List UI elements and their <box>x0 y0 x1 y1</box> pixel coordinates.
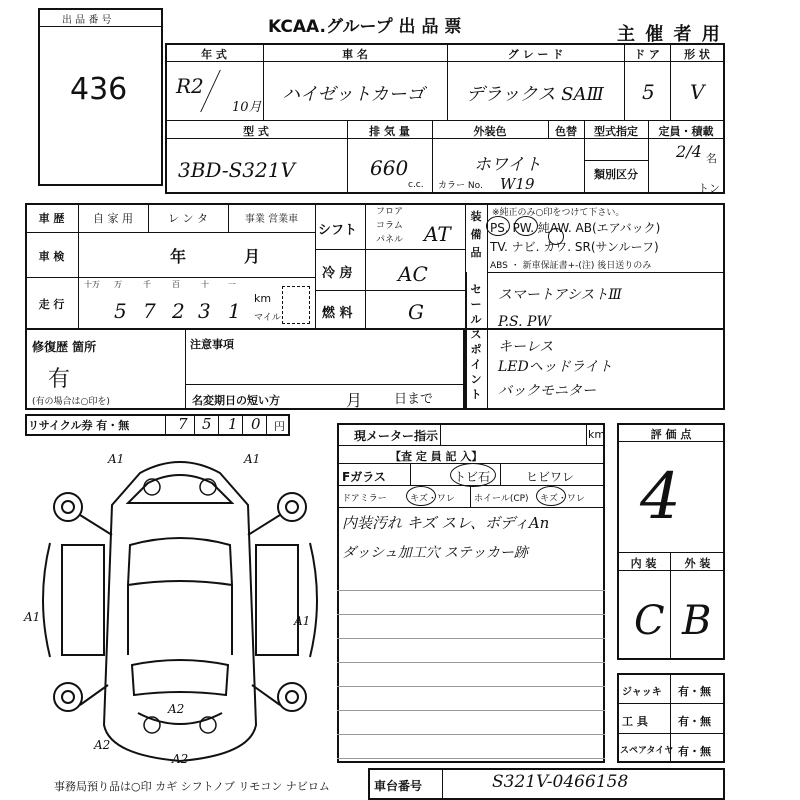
score-value: 4 <box>640 460 681 534</box>
history-opt-business: 事業 営業車 <box>244 214 299 225</box>
tool-option: 有・無 <box>678 715 711 728</box>
shape-value: V <box>690 80 705 104</box>
history-opt-rental: レ ン タ <box>168 212 208 225</box>
inspector-comment: 内装汚れ キズ スレ、ボディAn <box>342 514 550 532</box>
exterior-color-label: 外装色 <box>473 125 507 138</box>
recycle-yen: 円 <box>274 420 285 433</box>
history-opt-private: 自 家 用 <box>93 212 133 225</box>
exterior-score: B <box>682 598 712 644</box>
short-period-month: 月 <box>346 391 363 410</box>
digit-unit: 百 <box>172 280 180 289</box>
car-name-value: ハイゼットカーゴ <box>282 84 425 105</box>
displacement-value: 660 <box>370 156 409 180</box>
equipment-label: 装備品 <box>470 210 482 259</box>
glass-label: Fガラス <box>342 470 386 484</box>
sales-points-label: セールスポイント <box>470 283 482 401</box>
chassis-number: S321V-0466158 <box>492 772 629 792</box>
grade-label: グ レ ー ド <box>507 48 564 61</box>
lot-number-label: 出 品 番 号 <box>62 15 112 26</box>
history-label: 車 歴 <box>38 212 65 225</box>
ac-label: 冷 房 <box>322 266 353 281</box>
ac-value: AC <box>398 262 428 286</box>
meter-km: km <box>588 428 606 441</box>
year-label: 年 式 <box>201 48 227 61</box>
capacity-label: 定員・積載 <box>658 125 714 138</box>
color-no-label: カラー No. <box>438 181 483 191</box>
year-value: R2 <box>176 74 204 98</box>
wheel-option: キズ・ワレ <box>540 494 585 504</box>
glass-chip-option: トビ石 <box>454 470 491 484</box>
color-change-label: 色替 <box>555 125 577 138</box>
digit-unit: 千 <box>143 280 151 289</box>
lot-number: 436 <box>70 72 128 107</box>
tool-label: 工 具 <box>622 715 648 728</box>
grade-value: デラックス SAⅢ <box>466 84 604 105</box>
capacity-value: 2/4 <box>676 142 702 161</box>
color-value: ホワイト <box>474 155 542 175</box>
equipment-note: ※純正のみ○印をつけて下さい。 <box>492 208 625 218</box>
sales-point-item: LEDヘッドライト <box>498 359 613 375</box>
spare-tire-label: スペアタイヤ <box>620 746 674 756</box>
sales-point-item: スマートアシストⅢ <box>498 287 622 303</box>
shift-opt: コラム <box>376 221 403 231</box>
recycle-digit: 5 <box>202 415 212 433</box>
recycle-label: リサイクル券 有・無 <box>28 419 130 432</box>
meter-label: 現メーター指示 <box>354 429 439 443</box>
mileage-digit: 3 <box>198 299 211 323</box>
category-label: 類別区分 <box>594 168 638 181</box>
displacement-label: 排 気 量 <box>369 125 410 138</box>
type-designation-label: 型式指定 <box>594 125 638 138</box>
km-unit: km <box>254 292 272 305</box>
damage-mark: A2 <box>172 752 189 766</box>
shift-opt: パネル <box>376 235 404 245</box>
mirror-label: ドアミラー <box>342 494 387 504</box>
damage-mark: A1 <box>24 610 41 624</box>
repair-note: (有の場合は○印を) <box>32 397 110 407</box>
damage-mark: A2 <box>168 702 185 716</box>
repair-value: 有 <box>48 367 71 392</box>
interior-score: C <box>634 598 665 644</box>
car-diagram <box>20 445 340 775</box>
jack-label: ジャッキ <box>622 687 662 698</box>
sales-point-item: キーレス <box>498 339 554 355</box>
equipment-line1: PS. PW. 純AW. AB(エアバック) <box>490 221 661 235</box>
month-value: 10月 <box>232 100 262 115</box>
digit-unit: 十 <box>201 280 209 289</box>
fuel-label: 燃 料 <box>322 306 353 321</box>
equipment-line3: ABS ・ 新車保証書+-(注) 後日送りのみ <box>490 261 652 271</box>
car-name-label: 車 名 <box>342 48 368 61</box>
form-title: KCAA.グループ 出 品 票 <box>268 17 462 37</box>
recycle-digit: 7 <box>178 415 188 433</box>
damage-mark: A1 <box>294 614 311 628</box>
mileage-digit: 2 <box>172 299 185 323</box>
cc-unit: c.c. <box>408 180 424 190</box>
interior-label: 内 装 <box>630 557 657 570</box>
shift-opt: フロア <box>376 207 404 217</box>
inspector-comment: ダッシュ加工穴 ステッカー跡 <box>342 545 528 561</box>
model-value: 3BD-S321V <box>178 158 295 182</box>
short-period-label: 名変期日の短い方 <box>192 394 280 407</box>
glass-crack-option: ヒビワレ <box>526 470 575 484</box>
color-no-value: W19 <box>500 175 535 193</box>
digit-unit: 一 <box>228 280 236 289</box>
recycle-digit: 0 <box>251 415 261 433</box>
capacity-unit: 名 <box>706 152 717 165</box>
jack-option: 有・無 <box>678 685 711 698</box>
short-period-day: 日まで <box>394 392 434 407</box>
inspection-year-word: 年 <box>170 247 187 266</box>
shape-label: 形 状 <box>684 48 710 61</box>
spare-tire-option: 有・無 <box>678 745 711 758</box>
copy-label: 主 催 者 用 <box>617 24 722 45</box>
mileage-label: 走 行 <box>38 298 65 311</box>
damage-mark: A2 <box>94 738 111 752</box>
inspection-month-word: 月 <box>244 247 261 266</box>
door-label: ド ア <box>634 48 660 61</box>
score-label: 評 価 点 <box>650 428 692 441</box>
inspector-record-label: 【査 定 員 記 入】 <box>390 450 483 463</box>
inspection-label: 車 検 <box>38 250 65 263</box>
sales-point-item: P.S. PW <box>498 314 551 330</box>
shift-value: AT <box>424 222 451 246</box>
mileage-digit: 1 <box>228 299 241 323</box>
exterior-label: 外 装 <box>684 557 711 570</box>
repair-label: 修復歴 箇所 <box>32 340 97 354</box>
model-label: 型 式 <box>243 125 269 138</box>
wheel-label: ホイール(CP) <box>474 494 529 504</box>
mileage-digit-row <box>78 277 252 330</box>
door-value: 5 <box>642 80 655 104</box>
mileage-digit: 5 <box>114 299 127 323</box>
mile-unit: マイル <box>254 313 281 323</box>
digit-unit: 万 <box>114 280 122 289</box>
shift-label: シフト <box>318 223 358 238</box>
chassis-label: 車台番号 <box>374 779 423 793</box>
recycle-digit: 1 <box>228 415 238 433</box>
sales-point-item: バックモニター <box>498 383 596 399</box>
equipment-line2: TV. ナビ. カワ. SR(サンルーフ) <box>490 240 659 254</box>
mileage-digit: 7 <box>143 299 156 323</box>
office-items: 事務局預り品は○印 カギ シフトノブ リモコン ナビロム <box>54 780 330 793</box>
load-unit: トン <box>698 182 720 195</box>
damage-mark: A1 <box>244 452 261 466</box>
damage-mark: A1 <box>108 452 125 466</box>
fuel-value: G <box>408 300 424 324</box>
caution-label: 注意事項 <box>190 338 234 351</box>
mirror-option: キズ・ワレ <box>410 494 455 504</box>
digit-unit: 十万 <box>84 280 100 289</box>
